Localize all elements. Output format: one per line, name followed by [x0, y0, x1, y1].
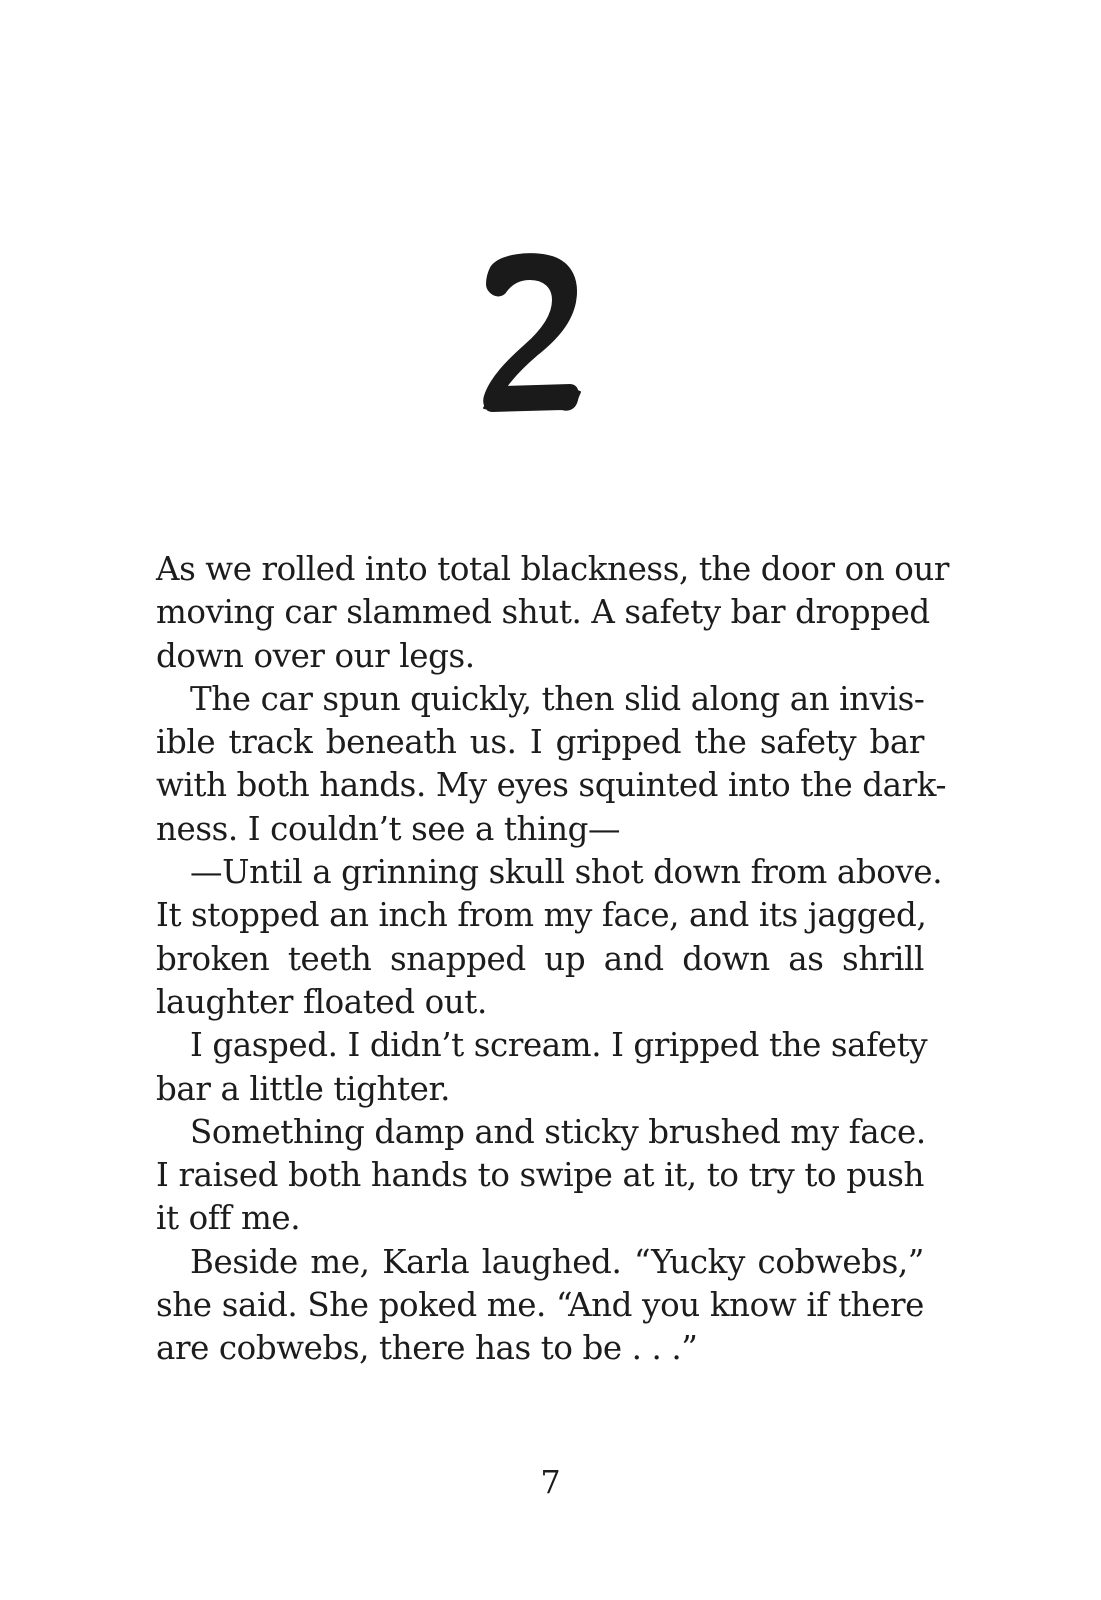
body-text [156, 548, 950, 1371]
chapter-number-glyph [470, 250, 600, 420]
text-line: down over our legs. [156, 636, 475, 675]
text-line: Beside me, Karla laughed. “Yucky cobwebs,” [190, 1242, 924, 1281]
text-line: broken teeth snapped up and down as shrill [156, 939, 924, 978]
text-line: ness. I couldn’t see a thing— [156, 809, 621, 848]
text-line: —Until a grinning skull shot down from above. [190, 853, 943, 892]
text-line: she said. She poked me. “And you know if there [156, 1286, 924, 1325]
text-line: I gasped. I didn’t scream. I gripped the safety [190, 1026, 928, 1065]
text-line: I raised both hands to swipe at it, to try to push [156, 1156, 924, 1195]
text-line: bar a little tighter. [156, 1069, 451, 1108]
text-line: moving car slammed shut. A safety bar dropped [156, 593, 930, 632]
text-line: The car spun quickly, then slid along an invis- [190, 679, 925, 718]
text-line: Something damp and sticky brushed my face. [190, 1112, 926, 1151]
text-line: It stopped an inch from my face, and its jagged, [156, 896, 927, 935]
chapter-number [470, 250, 600, 420]
text-line: are cobwebs, there has to be . . .” [156, 1329, 698, 1368]
text-line: laughter floated out. [156, 982, 487, 1021]
text-line: with both hands. My eyes squinted into the dark- [156, 766, 947, 805]
page-number: 7 [540, 1463, 561, 1501]
text-line: ible track beneath us. I gripped the safety bar [156, 723, 924, 762]
text-line: As we rolled into total blackness, the door on our [156, 550, 950, 588]
text-line: it off me. [156, 1199, 301, 1238]
